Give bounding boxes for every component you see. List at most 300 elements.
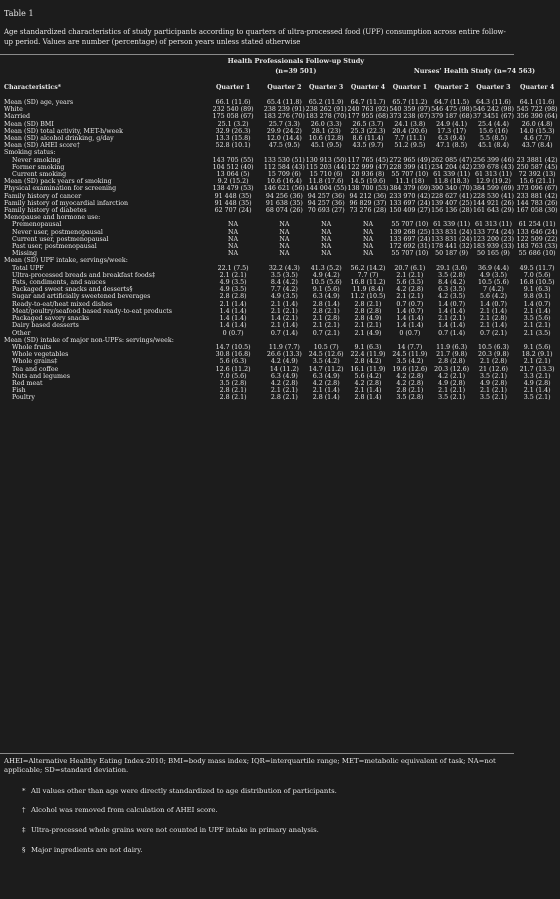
hpfs-quarter-1-cell: 143 705 (55) [212, 156, 254, 164]
hpfs-quarter-1-cell: 62 707 (24) [214, 207, 252, 215]
hpfs-quarter-2-cell: 4.2 (2.8) [270, 379, 298, 387]
nhs-quarter-2-cell: 1.4 (0.7) [438, 300, 466, 308]
hpfs-quarter-4-cell [347, 337, 389, 344]
nhs-quarter-4-cell: 1.4 (0.7) [523, 300, 551, 308]
nhs-quarter-3-cell: 546 242 (98) [472, 106, 514, 114]
table-section-row [0, 337, 560, 344]
nhs-quarter-1-cell: 7.7 (11.1) [394, 135, 426, 143]
hpfs-quarter-3-cell: 2.8 (2.1) [312, 307, 340, 315]
hpfs-quarter-4-cell: NA [362, 243, 374, 251]
hpfs-quarter-1-cell: NA [228, 250, 239, 258]
nhs-quarter-4-cell: 3.3 (2.1) [523, 372, 551, 380]
table-row [0, 272, 560, 279]
nhs-quarter-2-cell [431, 257, 473, 264]
row-label: Current user, postmenopausal [12, 235, 109, 243]
table-row [0, 164, 560, 171]
nhs-quarter-1-cell: 2.1 (2.1) [396, 293, 424, 301]
hpfs-n-header: (n=39 501) [275, 67, 317, 76]
nhs-quarter-1-cell: 373 238 (67) [389, 113, 431, 121]
nhs-quarter-2-cell: 6.3 (9.4) [438, 135, 466, 143]
hpfs-quarter-1-cell: 12.6 (11.2) [215, 365, 251, 373]
hpfs-quarter-4-cell: 2.8 (2.8) [354, 307, 382, 315]
table-row [0, 121, 560, 128]
nhs-quarter-1-cell: 20.4 (20.6) [392, 127, 428, 135]
nhs-quarter-1-cell [389, 214, 431, 221]
bottom-rule [0, 753, 514, 754]
table-row [0, 236, 560, 243]
nhs-quarter-2-cell: 546 475 (98) [431, 106, 473, 114]
hpfs-quarter-1-cell: 13.3 (15.8) [215, 135, 251, 143]
hpfs-quarter-3-header: Quarter 3 [309, 84, 344, 92]
characteristics-table [0, 57, 560, 402]
nhs-quarter-1-cell: 540 359 (97) [389, 106, 431, 114]
nhs-quarter-2-cell: 64.7 (11.5) [434, 99, 470, 106]
hpfs-quarter-3-cell: 130 913 (50) [305, 156, 347, 164]
hpfs-quarter-3-cell: NA [321, 235, 332, 243]
nhs-quarter-1-cell: 133 697 (24) [389, 235, 431, 243]
nhs-quarter-3-cell: 36.9 (4.4) [477, 264, 509, 272]
table-row [0, 207, 560, 214]
nhs-quarter-1-cell: 65.7 (11.2) [392, 99, 428, 106]
row-label: Whole vegetables [12, 351, 69, 359]
nhs-quarter-3-cell: 228 530 (41) [472, 192, 514, 200]
hpfs-quarter-1-cell: 22.1 (7.5) [217, 264, 249, 272]
hpfs-quarter-2-cell: 94 256 (36) [265, 192, 303, 200]
nhs-quarter-4-cell: 7.0 (5.6) [523, 271, 551, 279]
footnote-mark: ‡ [22, 826, 26, 834]
hpfs-quarter-2-cell: 11.9 (7.7) [268, 343, 300, 351]
nhs-group-header [389, 57, 560, 67]
hpfs-quarter-2-cell [263, 337, 305, 344]
nhs-quarter-4-cell: 133 646 (24) [516, 228, 558, 236]
hpfs-quarter-3-cell: 0.7 (2.1) [312, 329, 340, 337]
hpfs-quarter-2-cell: NA [279, 250, 290, 258]
row-label: Missing [12, 250, 38, 258]
hpfs-quarter-4-cell: 2.8 (4.2) [354, 358, 382, 366]
nhs-quarter-2-cell: 61 339 (11) [433, 221, 471, 229]
table-row [0, 344, 560, 351]
hpfs-quarter-4-cell: 2.8 (2.1) [354, 300, 382, 308]
footnote [22, 787, 337, 795]
nhs-quarter-3-cell: 2.1 (2.8) [479, 358, 507, 366]
row-label: Tea and coffee [12, 365, 59, 373]
nhs-quarter-1-cell: 55 707 (10) [391, 250, 429, 258]
table-row [0, 308, 560, 315]
hpfs-quarter-3-cell: 115 203 (44) [305, 163, 347, 171]
hpfs-quarter-1-cell: 25.1 (3.2) [217, 120, 249, 128]
nhs-quarter-3-cell [473, 149, 515, 156]
nhs-quarter-1-cell: 55 707 (10) [391, 171, 429, 179]
nhs-quarter-1-cell: 2.1 (2.1) [396, 271, 424, 279]
nhs-quarter-1-cell [389, 257, 431, 264]
nhs-quarter-1-cell: 1.4 (0.7) [396, 307, 424, 315]
row-label: Poultry [12, 394, 35, 402]
row-label: Former smoking [12, 163, 65, 171]
nhs-quarter-4-cell: 4.9 (2.8) [523, 379, 551, 387]
nhs-quarter-1-cell: 51.2 (9.5) [394, 142, 426, 150]
nhs-quarter-3-cell: 61 313 (11) [474, 171, 512, 179]
hpfs-quarter-1-cell: 2.8 (2.1) [219, 394, 247, 402]
nhs-quarter-4-cell: 144 783 (26) [516, 199, 558, 207]
nhs-quarter-3-cell: 3.5 (2.1) [479, 372, 507, 380]
table-row [0, 193, 560, 200]
row-label: White [4, 106, 23, 114]
nhs-quarter-3-cell: 0.7 (2.1) [479, 329, 507, 337]
hpfs-quarter-1-cell [203, 257, 264, 264]
hpfs-quarter-4-header: Quarter 4 [350, 84, 386, 92]
nhs-quarter-2-cell: 178 441 (32) [431, 243, 473, 251]
nhs-quarter-1-cell: 2.8 (2.1) [396, 387, 424, 395]
hpfs-quarter-2-cell: 15 709 (6) [267, 171, 301, 179]
hpfs-quarter-3-cell: 94 257 (36) [307, 199, 345, 207]
nhs-quarter-2-cell: 0.7 (1.4) [438, 329, 466, 337]
footnote [22, 826, 319, 834]
nhs-quarter-4-cell: 43.7 (8.4) [521, 142, 553, 150]
nhs-quarter-3-cell: 161 643 (29) [472, 207, 514, 215]
nhs-quarter-2-cell: 4.9 (2.8) [438, 379, 466, 387]
hpfs-quarter-3-cell: 4.9 (4.2) [312, 271, 340, 279]
hpfs-quarter-4-cell: NA [362, 250, 374, 258]
hpfs-quarter-2-header: Quarter 2 [267, 84, 302, 92]
top-rule [0, 54, 514, 55]
hpfs-quarter-4-cell: 8.6 (11.4) [352, 135, 384, 143]
nhs-quarter-3-cell: 2.1 (1.4) [479, 322, 507, 330]
hpfs-quarter-2-cell: NA [279, 221, 290, 229]
nhs-quarter-3-cell: 4.9 (3.5) [479, 271, 507, 279]
nhs-quarter-1-cell: 172 692 (31) [389, 243, 431, 251]
nhs-quarter-2-cell: 2.8 (2.8) [438, 358, 466, 366]
nhs-n-header: Nurses’ Health Study (n=74 563) [413, 67, 536, 76]
nhs-quarter-3-cell: 10.5 (6.3) [477, 343, 509, 351]
hpfs-quarter-4-cell: 96 829 (37) [349, 199, 387, 207]
row-label: Other [12, 329, 31, 337]
hpfs-quarter-2-cell: 112 584 (43) [263, 163, 305, 171]
nhs-quarter-3-cell: 5.5 (8.5) [479, 135, 507, 143]
hpfs-quarter-2-cell: 65.4 (11.8) [266, 99, 302, 106]
nhs-quarter-4-cell: 2.1 (1.4) [523, 387, 551, 395]
nhs-quarter-1-cell: 55 707 (10) [391, 221, 429, 229]
row-label: Red meat [12, 379, 43, 387]
row-label: Dairy based desserts [12, 322, 79, 330]
nhs-quarter-4-cell: 18.2 (9.1) [521, 351, 553, 359]
hpfs-quarter-2-cell: 10.6 (16.4) [266, 178, 302, 186]
footnote-text: Ultra-processed whole grains were not counted in UPF intake in primary analysis. [31, 826, 319, 834]
hpfs-quarter-1-cell: 1.4 (1.4) [219, 315, 247, 323]
hpfs-quarter-4-cell: 26.5 (3.7) [352, 120, 384, 128]
row-label: Family history of cancer [4, 192, 82, 200]
nhs-quarter-4-cell: 9.8 (9.1) [523, 293, 551, 301]
nhs-quarter-1-cell: 19.6 (12.6) [392, 365, 428, 373]
nhs-quarter-3-cell: 12.9 (19.2) [475, 178, 511, 186]
hpfs-quarter-3-cell: 28.1 (23) [311, 127, 341, 135]
hpfs-quarter-1-cell: 14.7 (10.5) [215, 343, 251, 351]
hpfs-quarter-4-cell: 64.7 (11.7) [350, 99, 386, 106]
nhs-quarter-2-cell: 4.2 (3.5) [438, 293, 466, 301]
nhs-quarter-4-cell: 16.8 (10.5) [519, 279, 555, 287]
nhs-quarter-3-cell: 144 921 (26) [472, 199, 514, 207]
hpfs-quarter-1-cell: 138 479 (53) [212, 185, 254, 193]
empty-header-cell [0, 57, 203, 67]
table-row [0, 106, 560, 113]
hpfs-quarter-2-cell [263, 257, 305, 264]
table-row [0, 279, 560, 286]
table-row [0, 142, 560, 149]
hpfs-quarter-3-cell: 9.1 (5.6) [312, 286, 340, 294]
nhs-quarter-2-cell: 61 339 (11) [433, 171, 471, 179]
hpfs-quarter-4-cell: 2.1 (4.9) [354, 329, 382, 337]
nhs-quarter-2-cell: 21.7 (9.8) [436, 351, 468, 359]
row-label: Premenopausal [12, 221, 62, 229]
hpfs-quarter-2-cell: 26.6 (13.3) [266, 351, 302, 359]
nhs-quarter-1-cell: 3.5 (4.2) [396, 358, 424, 366]
table-row [0, 293, 560, 300]
table-row [0, 301, 560, 308]
hpfs-quarter-3-cell: 65.2 (11.9) [308, 99, 344, 106]
nhs-quarter-2-cell: 234 204 (42) [431, 163, 473, 171]
row-label: Married [4, 113, 30, 121]
hpfs-quarter-3-cell: 10.5 (7) [313, 343, 339, 351]
footnote-text: Major ingredients are not dairy. [31, 846, 143, 854]
hpfs-quarter-1-cell: 1.4 (1.4) [219, 307, 247, 315]
nhs-quarter-4-cell [514, 149, 560, 156]
hpfs-quarter-2-cell: 32.2 (4.3) [268, 264, 300, 272]
hpfs-quarter-2-cell: 2.1 (2.1) [270, 307, 298, 315]
nhs-quarter-3-cell: 7 (4.2) [482, 286, 504, 294]
nhs-quarter-3-cell: 2.1 (1.4) [479, 307, 507, 315]
nhs-quarter-3-cell: 1.4 (0.7) [479, 300, 507, 308]
hpfs-quarter-3-cell: 6.3 (4.9) [312, 293, 340, 301]
nhs-quarter-1-cell: 4.2 (2.8) [396, 379, 424, 387]
footnote-mark: * [22, 787, 26, 795]
hpfs-quarter-1-cell: 2.1 (1.4) [219, 300, 247, 308]
nhs-quarter-4-cell [514, 337, 560, 344]
hpfs-quarter-2-cell: 2.1 (1.4) [270, 322, 298, 330]
hpfs-quarter-4-cell: 25.3 (22.3) [350, 127, 386, 135]
hpfs-quarter-2-cell [263, 149, 305, 156]
nhs-quarter-4-cell: 9.1 (6.3) [523, 286, 551, 294]
nhs-quarter-3-cell: 384 599 (69) [472, 185, 514, 193]
nhs-quarter-3-cell: 45.1 (8.4) [477, 142, 509, 150]
nhs-quarter-1-cell: 133 697 (24) [389, 199, 431, 207]
nhs-quarter-4-cell [514, 214, 560, 221]
table-row [0, 330, 560, 337]
nhs-quarter-4-cell: 4.6 (7.7) [523, 135, 551, 143]
hpfs-quarter-1-cell: 2.8 (2.8) [219, 293, 247, 301]
nhs-quarter-1-cell: 139 268 (25) [389, 228, 431, 236]
hpfs-quarter-4-cell: 43.5 (9.7) [352, 142, 384, 150]
row-label: Nuts and legumes [12, 372, 70, 380]
table-row [0, 135, 560, 142]
hpfs-quarter-2-cell: 25.7 (3.3) [268, 120, 300, 128]
nhs-quarter-3-cell: 4.9 (2.8) [479, 379, 507, 387]
table-row [0, 351, 560, 358]
nhs-quarter-4-cell: 2.1 (2.1) [523, 358, 551, 366]
nhs-quarter-3-cell: 3.5 (2.1) [479, 394, 507, 402]
row-label: Never user, postmenopausal [12, 228, 103, 236]
nhs-quarter-2-cell: 262 085 (47) [431, 156, 473, 164]
hpfs-group-header: Health Professionals Follow-up Study [227, 57, 365, 66]
row-label: Fats, condiments, and sauces [12, 279, 106, 287]
nhs-quarter-3-cell: 2.1 (2.1) [479, 387, 507, 395]
nhs-quarter-2-cell: 11.9 (6.3) [436, 343, 468, 351]
nhs-quarter-3-cell [473, 257, 515, 264]
nhs-quarter-3-cell: 21 (12.6) [478, 365, 508, 373]
table-row [0, 250, 560, 257]
footnote-text: All values other than age were directly standardized to age distribution of participants. [31, 787, 337, 795]
hpfs-quarter-4-cell: 2.8 (1.4) [354, 394, 382, 402]
hpfs-quarter-2-cell: 91 638 (35) [265, 199, 303, 207]
row-label: Past user, postmenopausal [12, 243, 97, 251]
hpfs-quarter-2-cell: 6.3 (4.9) [270, 372, 298, 380]
nhs-quarter-2-cell: 139 407 (25) [431, 199, 473, 207]
nhs-quarter-3-cell [473, 337, 515, 344]
nhs-quarter-1-cell [389, 337, 431, 344]
hpfs-quarter-2-cell: 8.4 (4.2) [270, 279, 298, 287]
hpfs-quarter-2-cell: NA [279, 228, 290, 236]
nhs-quarter-4-cell: 2.1 (1.4) [523, 307, 551, 315]
nhs-quarter-2-cell [431, 214, 473, 221]
nhs-quarter-1-cell: 11.1 (18) [395, 178, 425, 186]
hpfs-quarter-3-cell [305, 337, 347, 344]
hpfs-quarter-3-cell: 4.2 (2.8) [312, 379, 340, 387]
hpfs-quarter-1-cell: NA [228, 235, 239, 243]
hpfs-quarter-3-cell: 24.5 (12.6) [308, 351, 344, 359]
hpfs-quarter-1-cell: NA [228, 228, 239, 236]
hpfs-quarter-3-cell: 94 257 (36) [307, 192, 345, 200]
hpfs-quarter-3-cell: 2.8 (1.4) [312, 300, 340, 308]
hpfs-quarter-3-cell: 10.5 (5.6) [310, 279, 342, 287]
nhs-quarter-2-cell: 379 187 (68) [431, 113, 473, 121]
hpfs-quarter-1-cell: 66.1 (11.6) [215, 99, 251, 106]
row-label: Smoking status: [4, 149, 56, 157]
hpfs-quarter-1-cell: 232 540 (89) [212, 106, 254, 114]
hpfs-quarter-3-cell: 2.1 (2.8) [312, 315, 340, 323]
nhs-quarter-2-cell: 133 831 (24) [431, 235, 473, 243]
hpfs-quarter-4-cell: 56.2 (14.2) [350, 264, 386, 272]
hpfs-quarter-1-cell: 1.4 (1.4) [219, 322, 247, 330]
row-label: Fish [12, 387, 26, 395]
hpfs-quarter-4-cell: 177 955 (68) [347, 113, 389, 121]
hpfs-quarter-3-cell: 144 004 (55) [305, 185, 347, 193]
nhs-quarter-4-header: Quarter 4 [520, 84, 555, 92]
hpfs-quarter-2-cell: NA [279, 243, 290, 251]
nhs-quarter-4-cell: 122 509 (22) [516, 235, 558, 243]
hpfs-quarter-4-cell: 73 276 (28) [349, 207, 387, 215]
hpfs-quarter-2-cell: 12.0 (14.4) [266, 135, 302, 143]
table-row [0, 394, 560, 401]
hpfs-quarter-1-cell: 7.0 (5.6) [219, 372, 247, 380]
hpfs-quarter-3-cell [305, 214, 347, 221]
table-row [0, 366, 560, 373]
row-label: Mean (SD) total activity, MET-h/week [4, 127, 123, 135]
table-section-row [0, 149, 560, 156]
nhs-quarter-1-cell: 233 970 (42) [389, 192, 431, 200]
nhs-quarter-4-cell: 250 587 (45) [516, 163, 558, 171]
nhs-quarter-2-cell [431, 149, 473, 156]
footnote-mark: † [22, 806, 26, 814]
row-label: Sugar and artificially sweetened beverages [12, 293, 151, 301]
nhs-quarter-4-cell: 3.5 (5.6) [523, 315, 551, 323]
nhs-quarter-2-cell: 4.2 (2.1) [438, 372, 466, 380]
nhs-quarter-4-cell: 49.5 (11.7) [519, 264, 555, 272]
hpfs-quarter-4-cell: 9.1 (6.3) [354, 343, 382, 351]
hpfs-quarter-3-cell: 14.7 (11.2) [308, 365, 344, 373]
hpfs-quarter-3-cell: 2.1 (2.1) [312, 322, 340, 330]
hpfs-quarter-3-cell: 70 693 (27) [307, 207, 345, 215]
hpfs-quarter-2-cell: 29.9 (24.2) [266, 127, 302, 135]
hpfs-quarter-1-cell: 9.2 (15.2) [217, 178, 249, 186]
hpfs-quarter-2-cell: 2.1 (1.4) [270, 300, 298, 308]
row-label: Ultra-processed breads and breakfast foods‡ [12, 271, 156, 279]
hpfs-quarter-3-cell: 2.1 (1.4) [312, 387, 340, 395]
hpfs-quarter-2-cell: 4.9 (3.5) [270, 293, 298, 301]
hpfs-quarter-2-cell: 1.4 (2.1) [270, 315, 298, 323]
nhs-quarter-2-cell: 17.3 (17) [437, 127, 467, 135]
hpfs-quarter-2-cell: 3.5 (3.5) [270, 271, 298, 279]
hpfs-quarter-2-cell: 146 621 (56) [263, 185, 305, 193]
hpfs-quarter-4-cell [347, 214, 389, 221]
hpfs-quarter-3-cell: 26.0 (3.3) [310, 120, 342, 128]
hpfs-quarter-4-cell: 7.7 (7) [357, 271, 379, 279]
nhs-quarter-1-cell: 0 (0.7) [399, 329, 421, 337]
hpfs-quarter-2-cell: 68 074 (26) [265, 207, 303, 215]
nhs-quarter-4-cell: 23 3881 (42) [516, 156, 558, 164]
nhs-quarter-3-cell: 20.3 (9.8) [477, 351, 509, 359]
nhs-quarter-2-cell: 1.4 (1.4) [438, 322, 466, 330]
hpfs-quarter-4-cell: 11.2 (10.5) [350, 293, 386, 301]
nhs-quarter-2-cell: 2.1 (2.1) [438, 387, 466, 395]
nhs-quarter-4-cell: 55 686 (10) [518, 250, 556, 258]
hpfs-quarter-3-cell: 3.5 (4.2) [312, 358, 340, 366]
table-row [0, 286, 560, 293]
nhs-quarter-2-cell: 3.5 (2.8) [438, 271, 466, 279]
row-label: Menopause and hormone use: [4, 214, 101, 222]
hpfs-quarter-4-cell: 4.2 (2.8) [354, 379, 382, 387]
row-label: Ready-to-eat/heat mixed dishes [12, 300, 113, 308]
table-row [0, 380, 560, 387]
table-row [0, 99, 560, 106]
table-row [0, 315, 560, 322]
nhs-quarter-1-cell: 20.7 (6.1) [394, 264, 426, 272]
table-row [0, 171, 560, 178]
nhs-quarter-2-cell: 2.1 (2.1) [438, 315, 466, 323]
nhs-quarter-4-cell: 373 096 (67) [516, 185, 558, 193]
hpfs-quarter-4-cell [347, 257, 389, 264]
hpfs-quarter-1-cell: 3.5 (2.8) [219, 379, 247, 387]
nhs-quarter-3-header: Quarter 3 [476, 84, 511, 92]
nhs-quarter-4-cell: 3.5 (2.1) [523, 394, 551, 402]
hpfs-quarter-1-cell: 91 448 (35) [214, 199, 252, 207]
hpfs-quarter-1-cell: 104 512 (40) [212, 163, 254, 171]
nhs-quarter-3-cell: 123 200 (23) [472, 235, 514, 243]
hpfs-quarter-4-cell [347, 149, 389, 156]
table-row [0, 322, 560, 329]
row-label: Never smoking [12, 156, 61, 164]
hpfs-quarter-1-cell [203, 149, 264, 156]
hpfs-quarter-3-cell: 2.8 (1.4) [312, 394, 340, 402]
hpfs-quarter-4-cell: 5.6 (4.2) [354, 372, 382, 380]
hpfs-quarter-3-cell [305, 257, 347, 264]
hpfs-quarter-1-header: Quarter 1 [215, 84, 251, 92]
row-label: Family history of myocardial infarction [4, 199, 129, 207]
hpfs-quarter-3-cell: NA [321, 228, 332, 236]
table-row [0, 128, 560, 135]
nhs-quarter-4-cell: 72 392 (13) [518, 171, 556, 179]
nhs-quarter-2-cell: 390 340 (70) [431, 185, 473, 193]
hpfs-quarter-4-cell: 138 700 (53) [347, 185, 389, 193]
nhs-quarter-3-cell: 239 678 (43) [472, 163, 514, 171]
hpfs-quarter-4-cell: 16.1 (11.9) [350, 365, 386, 373]
